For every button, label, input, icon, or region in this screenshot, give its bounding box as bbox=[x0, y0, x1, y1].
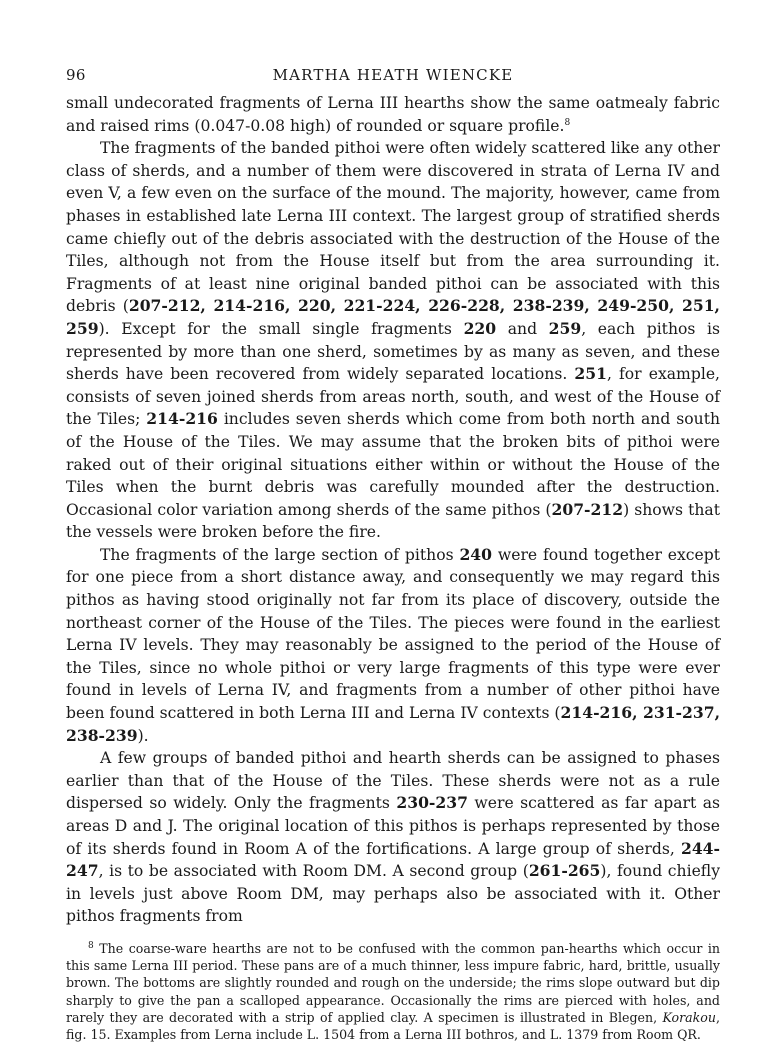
text-run: , is to be associated with Room DM. A second group ( bbox=[98, 862, 529, 881]
text-run: ). bbox=[137, 726, 149, 745]
catalog-number-ref: 244-247 bbox=[66, 838, 720, 881]
catalog-number-ref: 261-265 bbox=[528, 861, 601, 881]
body-text bbox=[66, 92, 720, 928]
text-run: and bbox=[496, 319, 549, 338]
footnote bbox=[66, 940, 720, 1043]
catalog-number-ref: 240 bbox=[459, 544, 493, 564]
catalog-number-ref: 220 bbox=[463, 318, 497, 338]
catalog-number-ref: 214-216, 231-237, 238-239 bbox=[66, 703, 720, 745]
catalog-number-ref: 207-212, 214-216, 220, 221-224, 226-228, 238-239, 249-250, 251, 259 bbox=[66, 296, 720, 338]
cited-title: Korakou bbox=[662, 1009, 716, 1025]
text-run: The fragments of the banded pithoi were often widely scattered like any other class of sherds, and a number of them were discovered in strata of Lerna IV and even V, a few even on the surface of the mound. The majority, however, came from phases in established late Lerna III context. The largest group of stratified sherds came chiefly out of the debris associated with the destruction of the House of the Tiles, although not from the House itself but from the area surrounding it. Fragments of at least nine original banded pithoi can be associated with this debris ( bbox=[66, 139, 720, 316]
footnote-marker: 8 bbox=[88, 940, 94, 951]
text-run: The fragments of the large section of pithos bbox=[100, 545, 460, 564]
paragraph bbox=[66, 747, 720, 928]
catalog-number-ref: 207-212 bbox=[551, 499, 624, 519]
document-page bbox=[66, 62, 720, 1043]
text-run: ), found chiefly in levels just above Room DM, may perhaps also be associated with it. Other pithos fragments from bbox=[66, 862, 721, 926]
catalog-number-ref: 259 bbox=[548, 318, 582, 338]
text-run: , for example, consists of seven joined sherds from areas north, south, and west of the House of the Tiles; bbox=[66, 365, 720, 429]
paragraph bbox=[66, 137, 720, 544]
text-run: were found together except for one piece from a short distance away, and consequently we may regard this pithos as having stood originally not far from its place of discovery, outside the northeast corner of the House of the Tiles. The pieces were found in the earliest Lerna IV levels. They may reasonably be assigned to the period of the House of the Tiles, since no whole pithoi or very large fragments of this type were ever found in levels of Lerna IV, and fragments from a number of other pithoi have been found scattered in both Lerna III and Lerna IV contexts ( bbox=[66, 545, 720, 723]
running-title: MARTHA HEATH WIENCKE bbox=[272, 66, 514, 84]
text-run: , each pithos is represented by more than one sherd, sometimes by as many as seven, and these sherds have been recovered from widely separated locations. bbox=[66, 319, 720, 384]
footnote-marker: 8 bbox=[564, 117, 571, 128]
text-run: includes seven sherds which come from both north and south of the House of the Tiles. We may assume that the broken bits of pithoi were raked out of their original situations either within or without the House of the Tiles when the burnt debris was carefully mounded after the destruction. Occasional color variation among sherds of the same pithos ( bbox=[66, 410, 721, 519]
paragraph bbox=[66, 544, 720, 747]
text-run: ) shows that the vessels were broken before the fire. bbox=[66, 500, 720, 542]
paragraph bbox=[66, 92, 720, 137]
footnote-paragraph bbox=[66, 940, 720, 1043]
catalog-number-ref: 214-216 bbox=[146, 409, 218, 429]
page-number: 96 bbox=[66, 66, 86, 84]
text-run: The coarse-ware hearths are not to be confused with the common pan-hearths which occur in this same Lerna III period. These pans are of a much thinner, less impure fabric, hard, brittle, usually brown. The bottoms are slightly rounded and rough on the underside; the rims slope outward but dip sharply to give the pan a scalloped appearance. Occasionally the rims are pierced with holes, and rarely they are decorated with a strip of applied clay. A specimen is illustrated in Blegen, bbox=[66, 940, 720, 1025]
catalog-number-ref: 230-237 bbox=[396, 793, 468, 813]
text-run: were scattered as far apart as areas D and J. The original location of this pithos is perhaps represented by those of its sherds found in Room A of the fortifications. A large group of sherds, bbox=[66, 794, 720, 858]
text-run: , fig. 15. Examples from Lerna include L. 1504 from a Lerna III bothros, and L. 1379 from Room QR. bbox=[66, 1009, 720, 1042]
text-run: A few groups of banded pithoi and hearth sherds can be assigned to phases earlier than that of the House of the Tiles. These sherds were not as a rule dispersed so widely. Only the fragments bbox=[66, 749, 720, 813]
text-run: small undecorated fragments of Lerna III hearths show the same oatmealy fabric and raised rims (0.047-0.08 high) of rounded or square profile. bbox=[66, 94, 720, 135]
page-header bbox=[66, 62, 720, 90]
text-run: ). Except for the small single fragments bbox=[98, 319, 464, 338]
catalog-number-ref: 251 bbox=[574, 364, 607, 384]
